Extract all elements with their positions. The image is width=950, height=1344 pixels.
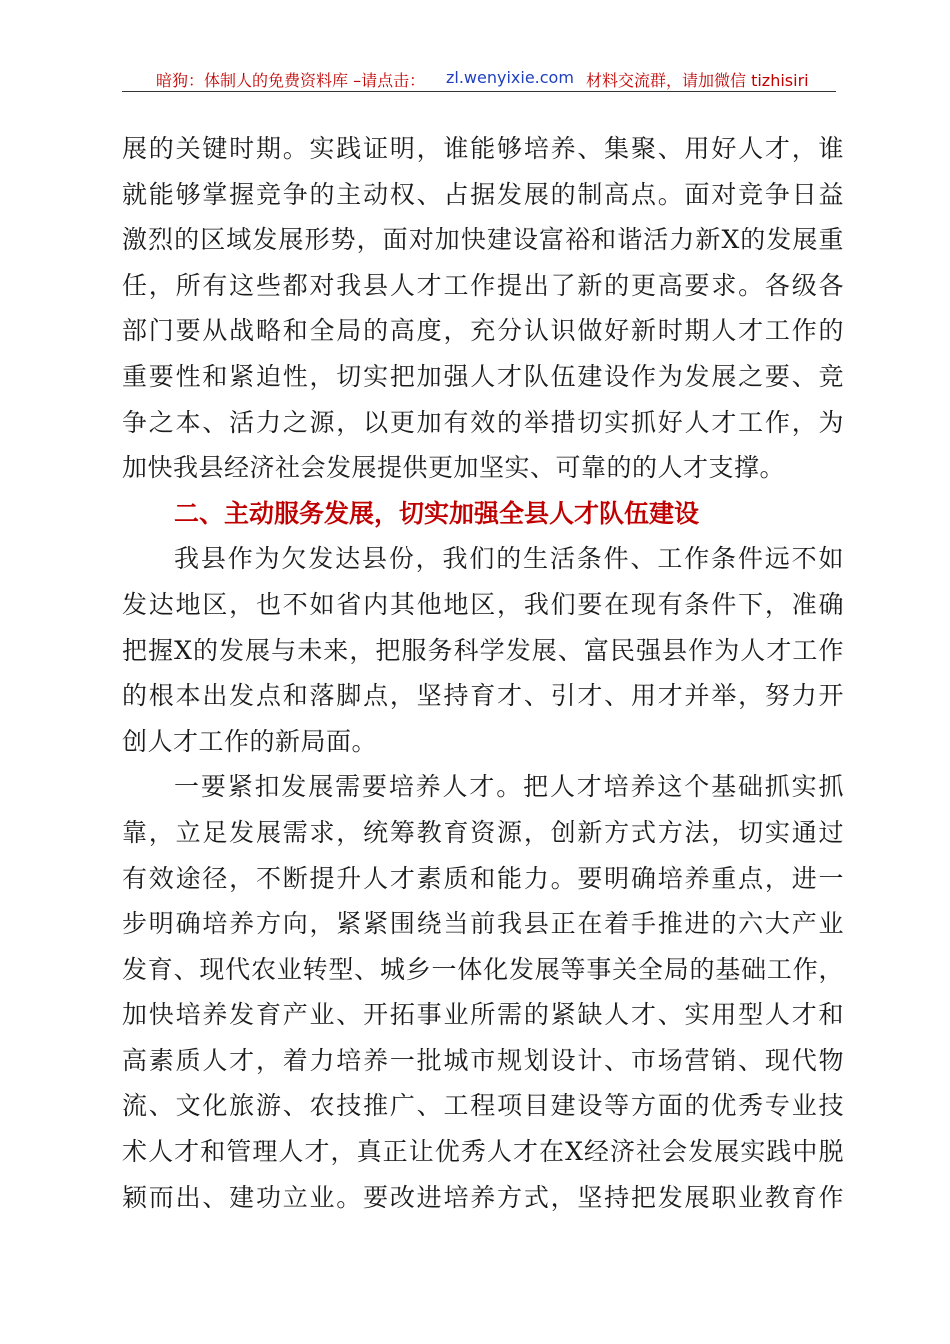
paragraph (122, 764, 844, 1220)
header-link[interactable]: zl.wenyixie.com (446, 68, 574, 87)
text-line: 把握X的发展与未来，把服务科学发展、富民强县作为人才工作 (122, 635, 844, 665)
text-line: 发育、现代农业转型、城乡一体化发展等事关全局的基础工作， (122, 954, 844, 984)
text-line: 术人才和管理人才，真正让优秀人才在X经济社会发展实践中脱 (122, 1137, 844, 1167)
text-line: 的根本出发点和落脚点，坚持育才、引才、用才并举，努力开 (122, 681, 844, 711)
text-line: 加快我县经济社会发展提供更加坚实、可靠的的人才支撑。 (122, 453, 786, 483)
text-line: 激烈的区域发展形势，面对加快建设富裕和谐活力新X的发展重 (122, 225, 844, 255)
text-line: 部门要从战略和全局的高度，充分认识做好新时期人才工作的 (122, 316, 844, 346)
text-line: 靠，立足发展需求，统筹教育资源，创新方式方法，切实通过 (122, 817, 844, 847)
text-line: 高素质人才，着力培养一批城市规划设计、市场营销、现代物 (122, 1045, 844, 1075)
text-line: 加快培养发育产业、开拓事业所需的紧缺人才、实用型人才和 (122, 1000, 844, 1030)
text-line: 我县作为欠发达县份，我们的生活条件、工作条件远不如 (174, 544, 844, 574)
paragraph (122, 536, 844, 764)
document-body (122, 126, 844, 1220)
text-line: 重要性和紧迫性，切实把加强人才队伍建设作为发展之要、竞 (122, 361, 844, 391)
paragraph (122, 126, 844, 491)
text-line: 发达地区，也不如省内其他地区，我们要在现有条件下，准确 (122, 589, 844, 619)
text-line: 展的关键时期。实践证明，谁能够培养、集聚、用好人才，谁 (122, 134, 844, 163)
page-header (122, 62, 836, 92)
header-contact: 材料交流群，请加微信 tizhisiri (586, 71, 809, 90)
text-line: 任，所有这些都对我县人才工作提出了新的更高要求。各级各 (122, 270, 844, 300)
text-line: 争之本、活力之源，以更加有效的举措切实抓好人才工作，为 (122, 407, 844, 437)
text-line: 一要紧扣发展需要培养人才。把人才培养这个基础抓实抓 (174, 772, 844, 802)
text-line: 就能够掌握竞争的主动权、占据发展的制高点。面对竞争日益 (122, 179, 844, 209)
text-line: 颖而出、建功立业。要改进培养方式，坚持把发展职业教育作 (122, 1182, 844, 1212)
text-line: 步明确培养方向，紧紧围绕当前我县正在着手推进的六大产业 (122, 909, 844, 939)
text-line: 流、文化旅游、农技推广、工程项目建设等方面的优秀专业技 (122, 1091, 844, 1121)
text-line: 创人才工作的新局面。 (122, 726, 378, 756)
section-heading: 二、主动服务发展，切实加强全县人才队伍建设 (174, 498, 700, 528)
text-line: 有效途径，不断提升人才素质和能力。要明确培养重点，进一 (122, 863, 844, 893)
header-brand: 暗狗：体制人的免费资料库 –请点击： (156, 71, 426, 90)
